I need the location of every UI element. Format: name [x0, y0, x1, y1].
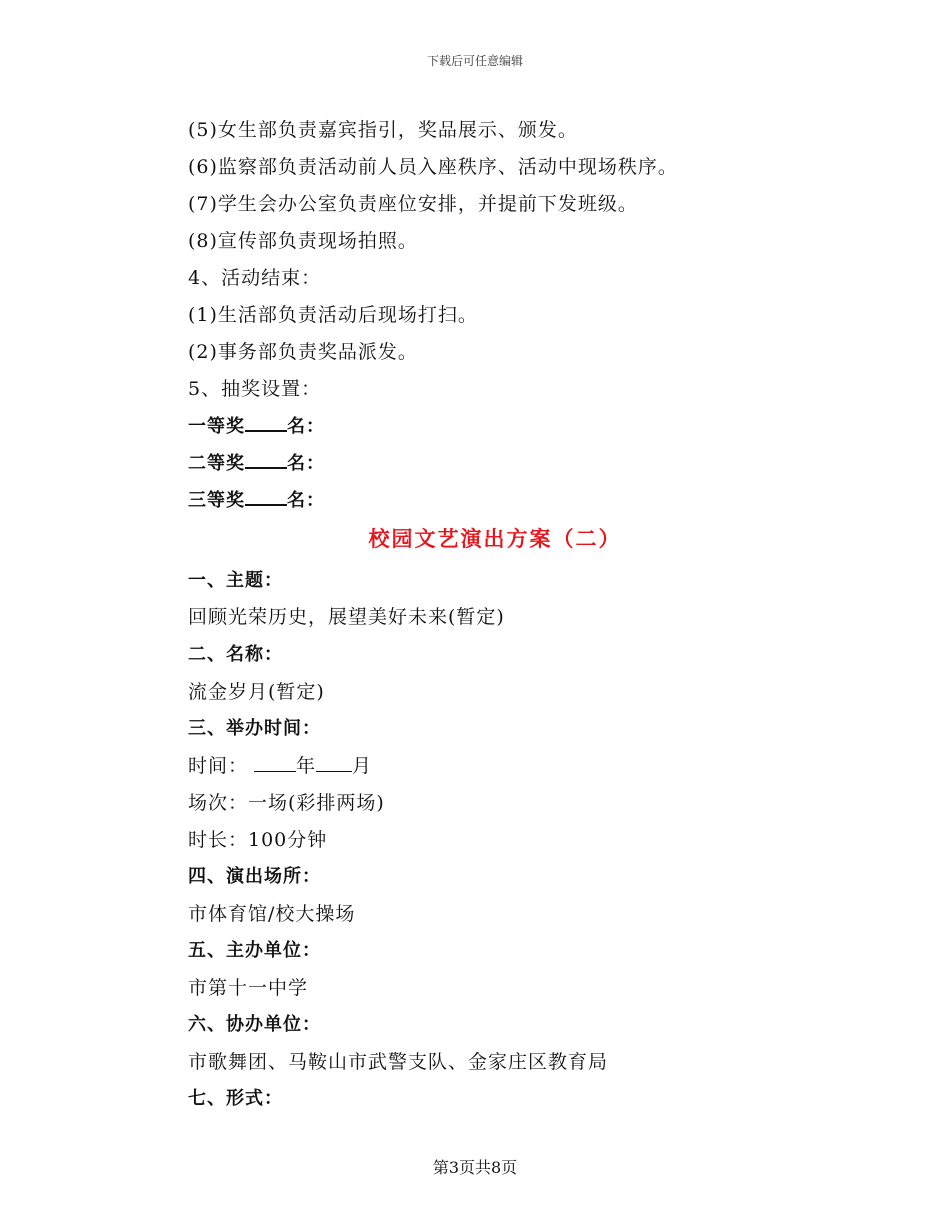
list-item: (6)监察部负责活动前人员入座秩序、活动中现场秩序。	[188, 156, 678, 178]
prize-suffix: 名：	[287, 490, 325, 511]
section-heading: 六、协办单位：	[188, 1014, 321, 1035]
section-heading: 4、活动结束：	[188, 267, 322, 289]
blank-underline	[316, 752, 352, 772]
prize-suffix: 名：	[287, 453, 325, 474]
prize-label: 三等奖	[188, 490, 245, 511]
prize-second	[188, 449, 325, 475]
paragraph: 流金岁月(暂定)	[188, 681, 325, 703]
list-item: (7)学生会办公室负责座位安排，并提前下发班级。	[188, 193, 638, 215]
section-heading: 三、举办时间：	[188, 718, 321, 739]
blank-underline	[245, 449, 287, 469]
blank-underline	[245, 486, 287, 506]
prize-third	[188, 486, 325, 512]
document-title: 校园文艺演出方案（二）	[368, 527, 622, 551]
list-item: (5)女生部负责嘉宾指引，奖品展示、颁发。	[188, 119, 578, 141]
prize-first	[188, 412, 325, 438]
blank-underline	[245, 412, 287, 432]
time-line	[188, 751, 372, 778]
paragraph: 时长：100分钟	[188, 829, 328, 851]
section-heading: 七、形式：	[188, 1088, 283, 1109]
section-heading: 四、演出场所：	[188, 866, 321, 887]
section-heading: 5、抽奖设置：	[188, 378, 322, 400]
section-heading: 五、主办单位：	[188, 940, 321, 961]
blank-underline	[254, 752, 296, 772]
paragraph: 市歌舞团、马鞍山市武警支队、金家庄区教育局	[188, 1051, 609, 1073]
paragraph: 场次：一场(彩排两场)	[188, 792, 385, 814]
list-item: (1)生活部负责活动后现场打扫。	[188, 304, 478, 326]
paragraph: 市体育馆/校大操场	[188, 903, 356, 925]
time-month: 月	[352, 755, 373, 777]
section-heading: 二、名称：	[188, 644, 283, 665]
list-item: (2)事务部负责奖品派发。	[188, 341, 418, 363]
page-footer: 第3页共8页	[432, 1158, 518, 1177]
section-heading: 一、主题：	[188, 570, 283, 591]
page-header: 下载后可任意编辑	[426, 54, 523, 68]
paragraph: 市第十一中学	[188, 977, 309, 999]
prize-label: 一等奖	[188, 416, 245, 437]
prize-suffix: 名：	[287, 416, 325, 437]
prize-label: 二等奖	[188, 453, 245, 474]
paragraph: 回顾光荣历史，展望美好未来(暂定)	[188, 606, 505, 628]
time-year: 年	[296, 755, 317, 777]
time-label: 时间：	[188, 755, 249, 777]
list-item: (8)宣传部负责现场拍照。	[188, 230, 418, 252]
